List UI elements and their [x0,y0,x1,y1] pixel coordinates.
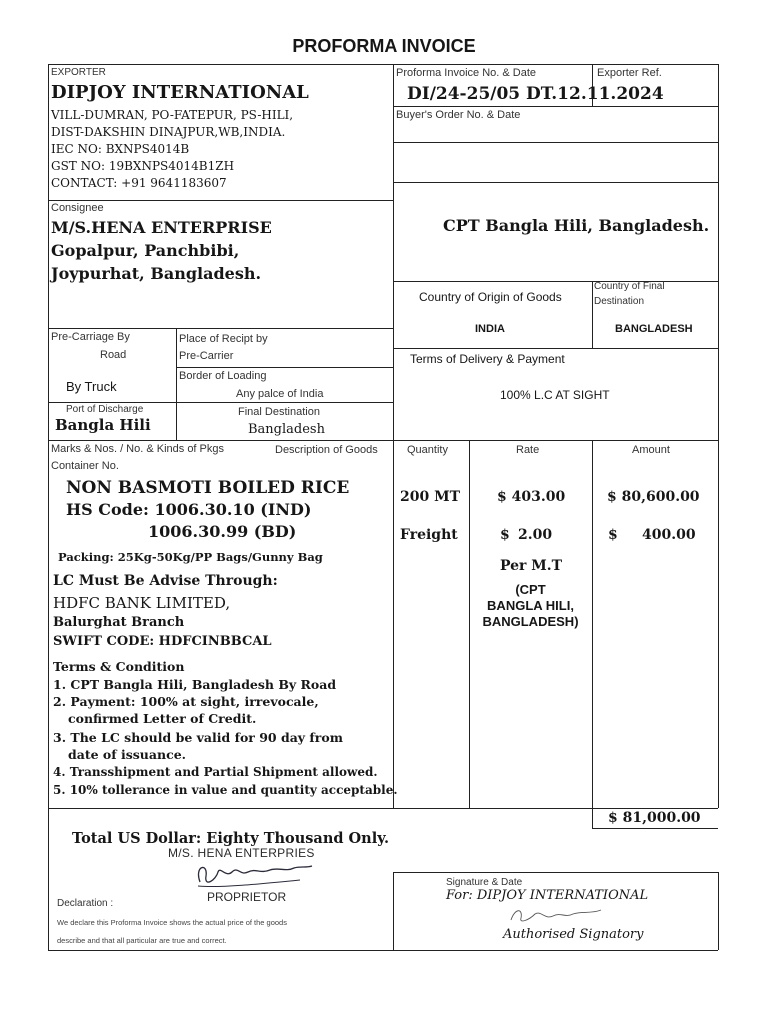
condition-item: date of issuance. [68,747,186,762]
consignee-label: Consignee [51,202,104,214]
lc-advise-label: LC Must Be Advise Through: [53,573,278,589]
final-country-label-1: Country of Final [594,281,665,292]
port-discharge-label: Port of Discharge [66,404,144,415]
rate-label: Rate [516,444,540,456]
final-destination-label: Final Destination [238,406,320,418]
declaration-label: Declaration : [57,898,114,909]
condition-item: 3. The LC should be valid for 90 day from [53,730,343,745]
declaration-text-2: describe and that all particular are true and correct. [57,936,227,945]
exporter-address-2: DIST-DAKSHIN DINAJPUR,WB,INDIA. [51,125,286,139]
terms-delivery-value: 100% L.C AT SIGHT [500,388,610,402]
freight-amount: 400.00 [642,527,696,543]
per-unit: Per M.T [500,558,563,574]
condition-item: 1. CPT Bangla Hili, Bangladesh By Road [53,677,337,692]
final-destination-value: Bangladesh [248,422,325,437]
freight-amount-currency: $ [608,527,618,543]
buyer-signature-icon [190,858,320,892]
page-title: PROFORMA INVOICE [292,36,476,56]
declaration-text-1: We declare this Proforma Invoice shows the actual price of the goods [57,918,287,927]
signature-for-company: For: DIPJOY INTERNATIONAL [446,888,649,903]
origin-label: Country of Origin of Goods [419,290,562,304]
buyer-stamp-company: M/S. HENA ENTERPRIES [168,846,315,860]
border-loading-value: Any palce of India [236,388,324,400]
terms-delivery-label: Terms of Delivery & Payment [410,352,565,366]
hs-code-ind: HS Code: 1006.30.10 (IND) [66,500,312,519]
authorised-signatory: Authorised Signatory [503,927,644,942]
amount-value: $ 80,600.00 [607,489,700,505]
container-label: Container No. [51,460,119,472]
cpt-destination: CPT Bangla Hili, Bangladesh. [443,216,710,235]
quantity-value: 200 MT [400,489,461,505]
receipt-label-2: Pre-Carrier [179,350,234,362]
precarriage-truck: By Truck [66,379,117,394]
precarriage-value: Road [100,349,127,361]
consignee-address-2: Joypurhat, Bangladesh. [51,264,262,283]
exporter-ref-label: Exporter Ref. [597,67,662,79]
total-in-words: Total US Dollar: Eighty Thousand Only. [72,830,390,847]
final-country-value: BANGLADESH [615,323,693,335]
description-label: Description of Goods [275,444,378,456]
exporter-gst: GST NO: 19BXNPS4014B1ZH [51,159,235,173]
exporter-name: DIPJOY INTERNATIONAL [51,82,309,103]
condition-item: 2. Payment: 100% at sight, irrevocale, [53,694,319,709]
bank-branch: Balurghat Branch [53,615,185,630]
exporter-signature-icon [505,902,615,928]
quantity-label: Quantity [407,444,448,456]
marks-label: Marks & Nos. / No. & Kinds of Pkgs [51,443,225,455]
per-unit-note-3: BANGLADESH) [482,614,579,629]
bank-name: HDFC BANK LIMITED, [53,594,231,612]
per-unit-note-1: (CPT [515,582,546,597]
invoice-no-value: DI/24-25/05 DT.12.11.2024 [407,84,664,104]
exporter-label: EXPORTER [51,67,106,78]
port-discharge-value: Bangla Hili [55,416,151,434]
freight-label: Freight [400,527,458,543]
origin-value: INDIA [475,323,505,335]
per-unit-note-2: BANGLA HILI, [487,598,574,613]
exporter-iec: IEC NO: BXNPS4014B [51,142,190,156]
condition-item: confirmed Letter of Credit. [68,711,257,726]
swift-code: SWIFT CODE: HDFCINBBCAL [53,634,272,649]
border-loading-label: Border of Loading [179,370,267,382]
freight-rate-currency: $ [500,527,510,543]
precarriage-label: Pre-Carriage By [51,331,130,343]
freight-rate: 2.00 [518,527,553,543]
condition-item: 4. Transshipment and Partial Shipment allowed. [53,765,378,779]
receipt-label-1: Place of Recipt by [179,333,268,345]
rate-value: $ 403.00 [497,489,566,505]
consignee-name: M/S.HENA ENTERPRISE [51,218,272,237]
hs-code-bd: 1006.30.99 (BD) [148,522,297,541]
conditions-label: Terms & Condition [53,659,185,674]
signature-date-label: Signature & Date [446,877,523,888]
condition-item: 5. 10% tollerance in value and quantity acceptable. [53,783,398,797]
buyer-order-label: Buyer's Order No. & Date [396,109,521,121]
total-amount: $ 81,000.00 [608,810,701,826]
final-country-label-2: Destination [594,296,645,307]
packing: Packing: 25Kg-50Kg/PP Bags/Gunny Bag [58,550,323,564]
buyer-stamp-role: PROPRIETOR [207,890,287,904]
amount-label: Amount [632,444,670,456]
invoice-no-label: Proforma Invoice No. & Date [396,67,537,79]
exporter-contact: CONTACT: +91 9641183607 [51,176,227,190]
goods-name: NON BASMOTI BOILED RICE [66,478,350,498]
exporter-address-1: VILL-DUMRAN, PO-FATEPUR, PS-HILI, [51,108,294,122]
consignee-address-1: Gopalpur, Panchbibi, [51,241,240,260]
